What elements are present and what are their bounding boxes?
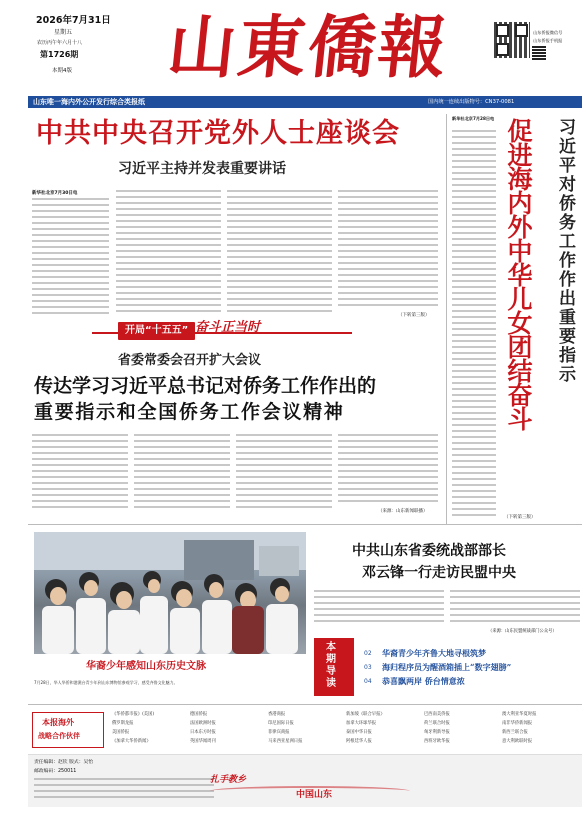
right-continued: （下转第三版）: [504, 515, 536, 520]
qr-caption-wechat: 山东侨报微信号: [533, 30, 563, 35]
qr-caption-mobile: 山东侨报手机报: [533, 38, 563, 43]
partner-name: 澳大利亚华夏时报: [502, 712, 537, 717]
second-kicker: 省委常委会召开扩大会议: [118, 353, 262, 368]
lead-column-4: [338, 190, 438, 310]
lead-column-1: [32, 198, 109, 316]
masthead-issue: 第1726期: [40, 50, 79, 59]
masthead-date: 2026年7月31日: [36, 15, 111, 26]
guide-item-text: 恭喜飘两岸 侨台情意浓: [382, 675, 465, 686]
newspaper-logo: 山東僑報: [163, 8, 453, 88]
second-column-2: [134, 434, 230, 510]
imprint-slogan-2: 中国山东: [296, 790, 333, 800]
guide-item-page: 03: [364, 663, 372, 671]
imprint-line1: 责任编辑：赵钦 版式：吴怡: [34, 760, 94, 765]
partners-row: [112, 728, 582, 737]
partner-name: 香港商报: [268, 712, 286, 717]
imprint-slogan-1: 扎手教乡: [210, 775, 247, 785]
partners-grid: [112, 710, 582, 746]
lead-headline: 中共中央召开党外人士座谈会: [36, 118, 400, 149]
imprint-fineprint: [34, 778, 214, 802]
second-column-4: [338, 434, 438, 506]
slogan-tail: 奋斗正当时: [195, 320, 261, 335]
partner-name: 马来西亚星洲日报: [268, 739, 303, 744]
right-column-text: [452, 130, 496, 520]
partner-name: 英国华闻周刊: [190, 739, 216, 744]
partner-name: 美国侨报: [112, 730, 130, 735]
lead-column-3: [227, 190, 332, 316]
partners-row: [112, 710, 582, 719]
third-headline-line2: 邓云锋一行走访民盟中央: [362, 565, 516, 581]
second-column-1: [32, 434, 128, 510]
partner-name: 法国欧洲时报: [190, 721, 216, 726]
masthead-pages: 本期4版: [52, 68, 72, 74]
news-photo: [34, 532, 306, 654]
partners-row: [112, 737, 582, 746]
footer-box-line1: 本报海外: [42, 718, 74, 727]
partner-name: 新西兰联合报: [502, 730, 528, 735]
second-column-3: [236, 434, 332, 510]
partners-row: [112, 719, 582, 728]
lead-dateline: 新华社北京7月30日电: [32, 191, 78, 196]
third-column-2: [450, 590, 580, 628]
partner-name: 菲律宾商报: [268, 730, 290, 735]
footer-divider: [28, 704, 582, 705]
photo-caption: 华裔少年感知山东历史文脉: [86, 661, 206, 672]
qr-code-wechat: [494, 22, 530, 58]
partner-name: 荷兰联合时报: [424, 721, 450, 726]
guide-item-text: 华裔青少年齐鲁大地寻根筑梦: [382, 647, 486, 658]
third-headline-line1: 中共山东省委统战部部长: [352, 543, 506, 559]
section-divider: [28, 524, 582, 525]
guide-item[interactable]: [364, 674, 574, 688]
partner-name: 南非华侨新闻报: [502, 721, 533, 726]
partner-name: 《加拿大华侨新闻》: [112, 739, 151, 744]
second-headline-line2: 重要指示和全国侨务工作会议精神: [34, 401, 345, 423]
partner-name: 匈牙利新导报: [424, 730, 450, 735]
qr-code-mobile: [532, 46, 546, 60]
footer-box-line2: 战略合作伙伴: [38, 732, 80, 740]
imprint-line2: 邮政编码：250011: [34, 769, 77, 774]
partner-name: 新加坡《联合早报》: [346, 712, 385, 717]
right-headline-main: 促进海内外中华儿女团结奋斗: [504, 118, 533, 430]
photo-credit-text: 7月28日，华人华侨和港澳台青少年到山东博物馆参观学习，感受齐鲁文化魅力。: [34, 680, 178, 685]
guide-label: 本期导读: [326, 642, 336, 689]
guide-list: [364, 646, 574, 688]
banner-right-text: 国内统一连续出版物号：CN37-0081: [428, 99, 515, 105]
partner-name: 德国侨报: [190, 712, 208, 717]
masthead-weekday: 星期五: [54, 29, 73, 36]
third-column-1: [314, 590, 444, 628]
partner-name: 泰国中华日报: [346, 730, 372, 735]
masthead-lunar: 农历丙午年六月十八: [37, 40, 83, 46]
lead-continued: （下转第三版）: [398, 313, 430, 318]
slogan-label: 开局“十五五”: [118, 322, 195, 340]
second-headline-line1: 传达学习习近平总书记对侨务工作作出的: [34, 375, 377, 397]
third-source: （来源：山东民盟统战部门公众号）: [488, 629, 557, 634]
guide-item-text: 海归程序员为醒酒箱插上“数字翅膀”: [382, 661, 512, 672]
partner-name: 印尼国际日报: [268, 721, 294, 726]
guide-item-page: 02: [364, 649, 372, 657]
guide-item[interactable]: [364, 646, 574, 660]
lead-column-2: [116, 190, 221, 316]
photo-scene: [34, 532, 306, 654]
partner-name: 巴西南美侨报: [424, 712, 450, 717]
partner-name: 《华侨都市报》(美国): [112, 712, 155, 717]
partner-name: 阿根廷华人报: [346, 739, 372, 744]
guide-item-page: 04: [364, 677, 372, 685]
partner-name: 日本东方时报: [190, 730, 216, 735]
right-headline-sub: 习近平对侨务工作作出重要指示: [555, 118, 575, 384]
partner-name: 意大利欧联时报: [502, 739, 533, 744]
second-source: （来源：山东新闻联播）: [378, 509, 428, 514]
partner-name: 俄罗斯龙报: [112, 721, 134, 726]
banner-left-text: 山东唯一海内外公开发行综合类报纸: [33, 98, 145, 106]
partner-name: 西班牙欧华报: [424, 739, 450, 744]
right-dateline: 新华社北京7月28日电: [452, 116, 495, 121]
right-column-divider: [446, 114, 447, 524]
lead-subhead: 习近平主持并发表重要讲话: [118, 161, 286, 177]
guide-item[interactable]: [364, 660, 574, 674]
partner-name: 加拿大环球华报: [346, 721, 377, 726]
